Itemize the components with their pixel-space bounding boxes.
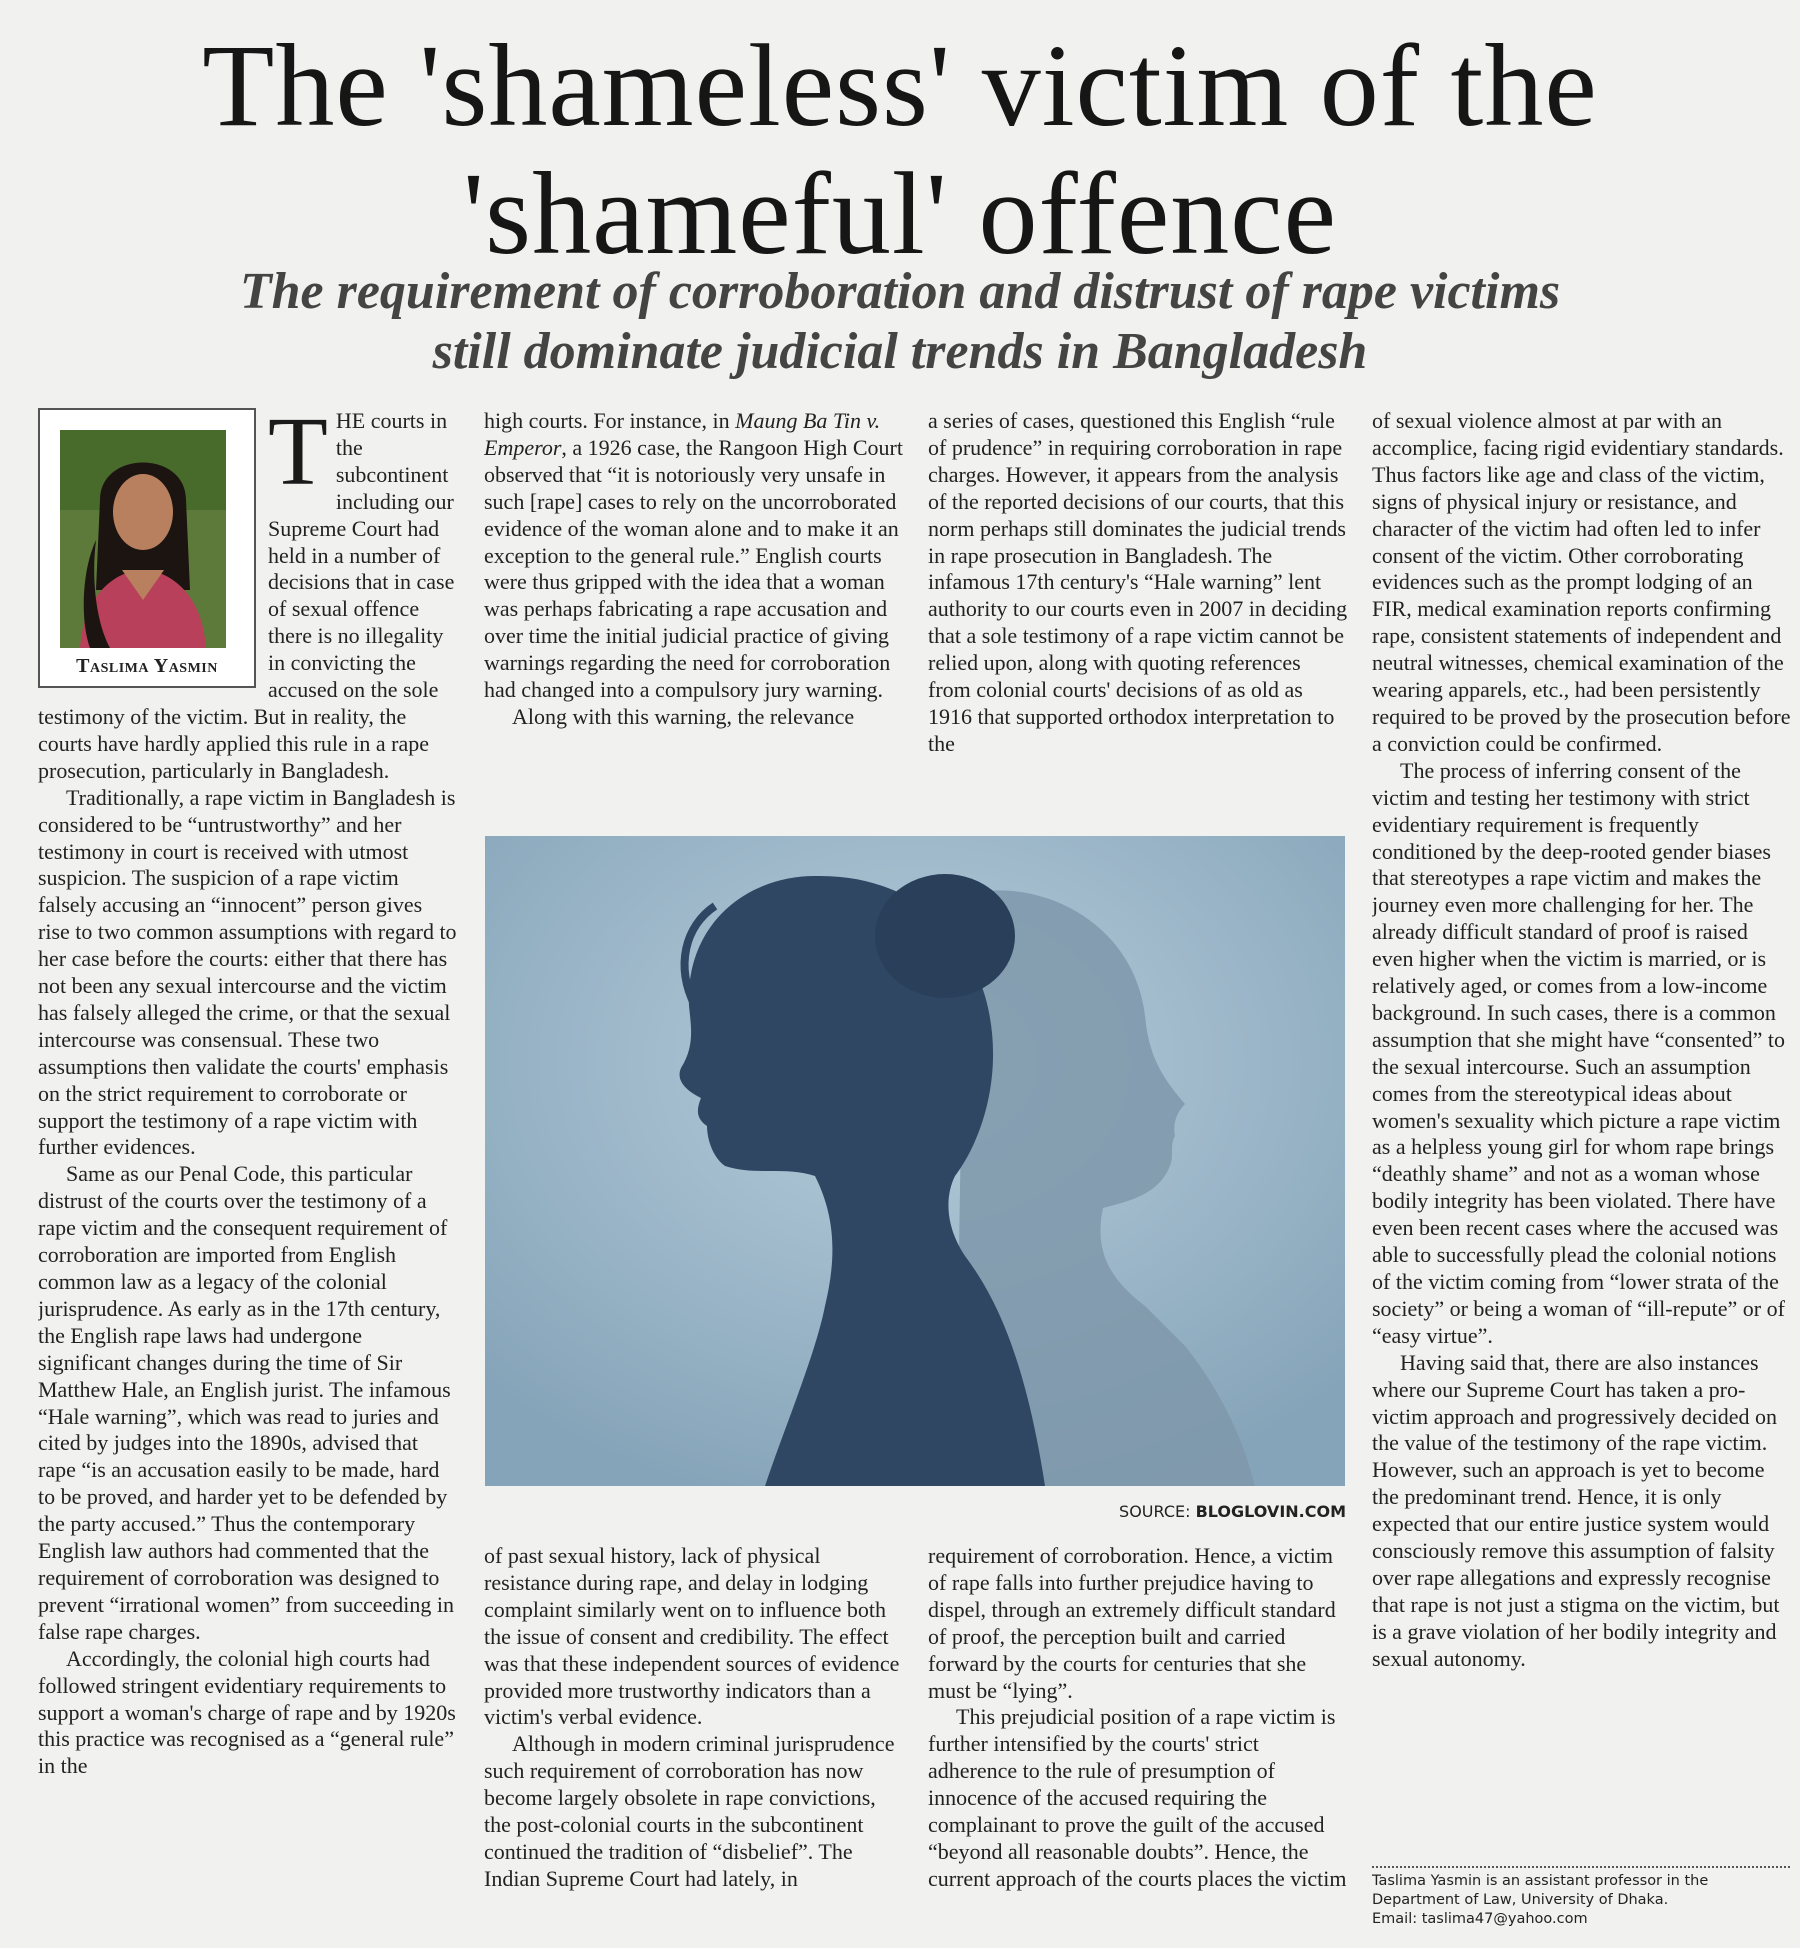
paragraph: Traditionally, a rape victim in Bangladesh is considered to be “untrustworthy” and her testimony in court is received with utmost suspicion. The suspicion of a rape victim falsely accusing an “innocent” person gives rise to two common assumptions with regard to her case before the courts: either that there has not been any sexual intercourse and the victim has falsely alleged the crime, or that the sexual intercourse was consensual. These two assumptions then validate the courts' emphasis on the strict requirement to corroborate or support the testimony of a rape victim with further evidences. (38, 784, 457, 1160)
article-column-3-bottom (928, 1543, 1348, 1948)
article-column-3-top (928, 408, 1348, 808)
paragraph (484, 408, 904, 704)
paragraph: of sexual violence almost at par with an accomplice, facing rigid evidentiary standards. Thus factors like age and class of the victim, signs of physical injury or resistance, and character of the victim had often led to infer consent of the victim. Other corroborating evidences such as the prompt lodging of an FIR, medical examination reports confirming rape, consistent statements of independent and neutral witnesses, chemical examination of the wearing apparels, etc., had been persistently required to be proved by the prosecution before a conviction could be confirmed. (1372, 408, 1791, 756)
paragraph: of past sexual history, lack of physical resistance during rape, and delay in lodging complaint similarly went on to influence both the issue of consent and credibility. The effect was that these independent sources of evidence provided more trustworthy indicators than a victim's verbal evidence. (484, 1543, 900, 1730)
author-photo (60, 430, 226, 648)
paragraph: The process of inferring consent of the victim and testing her testimony with strict evidentiary requirement is frequently conditioned by the deep-rooted gender biases that stereotypes a rape victim and makes the journey even more challenging for her. The already difficult standard of proof is raised even higher when the victim is married, or is relatively aged, or comes from a low-income background. In such cases, there is a common assumption that she might have “consented” to the sexual intercourse. Such an assumption comes from the stereotypical ideas about women's sexuality which picture a rape victim as a helpless young girl for whom rape brings “deathly shame” and not as a woman whose bodily integrity has been violated. There have even been recent cases where the accused was able to successfully plead the colonial notions of the victim coming from “lower strata of the society” or being a woman of “ill-repute” or of “easy virtue”. (1372, 757, 1786, 1348)
paragraph: Along with this warning, the relevance (512, 703, 855, 729)
paragraph: a series of cases, questioned this English “rule of prudence” in requiring corroboration in rape charges. However, it appears from the analysis of the reported decisions of our courts, that this norm perhaps still dominates the judicial trends in rape prosecution in Bangladesh. The infamous 17th century's “Hale warning” lent authority to our courts even in 2007 in deciding that a sole testimony of a rape victim cannot be relied upon, along with quoting references from colonial courts' decisions of as old as 1916 that supported orthodox interpretation to the (928, 408, 1348, 756)
headline-line-2: 'shameful' offence (462, 148, 1338, 279)
headline-line-1: The 'shameless' victim of the (202, 20, 1598, 151)
bio-line: Department of Law, University of Dhaka. (1372, 1892, 1669, 1908)
paragraph: Although in modern criminal jurisprudence such requirement of corroboration has now become largely obsolete in rape convictions, the post-colonial courts in the subcontinent continued the tradition of “disbelief”. The Indian Supreme Court had lately, in (484, 1731, 895, 1891)
paragraph: Accordingly, the colonial high courts had followed stringent evidentiary requirements to support a woman's charge of rape and by 1920s this practice was recognised as a “general rule” in the (38, 1645, 456, 1779)
text-run: high courts. For instance, in (484, 408, 736, 433)
article-column-1 (38, 408, 458, 1948)
paragraph: Same as our Penal Code, this particular distrust of the courts over the testimony of a rape victim and the consequent requirement of corroboration are imported from English common law as a legacy of the colonial jurisprudence. As early as in the 17th century, the English rape laws had undergone significant changes during the time of Sir Matthew Hale, an English jurist. The infamous “Hale warning”, which was read to juries and cited by judges into the 1890s, advised that rape “is an accusation easily to be made, hard to be proved, and harder yet to be defended by the party accused.” Thus the contemporary English law authors had commented that the requirement of corroboration was designed to prevent “irrational women” from succeeding in false rape charges. (38, 1161, 455, 1644)
drop-cap: T (268, 408, 328, 506)
headline (0, 22, 1800, 278)
bio-divider (1372, 1866, 1790, 1868)
author-photo-frame (38, 408, 256, 688)
image-credit-source: BLOGLOVIN.COM (1195, 1502, 1346, 1521)
subheadline-line-2: still dominate judicial trends in Bangladesh (432, 323, 1368, 380)
feature-image-silhouettes (485, 836, 1345, 1486)
paragraph: Having said that, there are also instances where our Supreme Court has taken a pro-victim approach and progressively decided on the value of the testimony of the rape victim. However, such an approach is yet to become the predominant trend. Hence, it is only expected that our entire justice system would consciously remove this assumption of falsity over rape allegations and expressly recognise that rape is not just a stigma on the victim, but is a grave violation of her bodily integrity and sexual autonomy. (1372, 1349, 1780, 1671)
article-column-4 (1372, 408, 1792, 1848)
author-portrait-illustration (60, 430, 226, 648)
image-credit-label: SOURCE: (1119, 1502, 1191, 1521)
image-credit (1040, 1502, 1346, 1521)
subheadline-line-1: The requirement of corroboration and distrust of rape victims (239, 263, 1561, 320)
paragraph: This prejudicial position of a rape victim is further intensified by the courts' strict adherence to the rule of presumption of innocence of the accused requiring the complainant to prove the guilt of the accused “beyond all reasonable doubts”. Hence, the current approach of the courts places the victim (928, 1704, 1347, 1891)
author-bio (1372, 1872, 1790, 1929)
text-run: , a 1926 case, the Rangoon High Court observed that “it is notoriously very unsafe in such [rape] cases to rely on the uncorroborated evidence of the woman alone and to make it an exception to the general rule.” English courts were thus gripped with the idea that a woman was perhaps fabricating a rape accusation and over time the initial judicial practice of giving warnings regarding the need for corroboration had changed into a compulsory jury warning. (484, 434, 903, 703)
paragraph: HE courts in the subcontinent including our Supreme Court had held in a number of decisions that in case of sexual offence there is no illegality in convicting the accused on the sole testimony of the victim. But in reality, the courts have hardly applied this rule in a rape prosecution, particularly in Bangladesh. (38, 408, 455, 783)
silhouettes-illustration (485, 836, 1345, 1486)
bio-line: Taslima Yasmin is an assistant professor in the (1372, 1873, 1709, 1889)
author-name: Taslima Yasmin (76, 655, 218, 678)
article-column-2-bottom (484, 1543, 904, 1948)
paragraph: requirement of corroboration. Hence, a victim of rape falls into further prejudice having to dispel, through an extremely difficult standard of proof, the perception built and carried forward by the courts for centuries that she must be “lying”. (928, 1543, 1336, 1703)
article-column-2-top (484, 408, 904, 808)
bio-email: Email: taslima47@yahoo.com (1372, 1911, 1588, 1927)
case-name: Maung Ba Tin v. Emperor (484, 408, 881, 460)
subheadline (0, 262, 1800, 382)
